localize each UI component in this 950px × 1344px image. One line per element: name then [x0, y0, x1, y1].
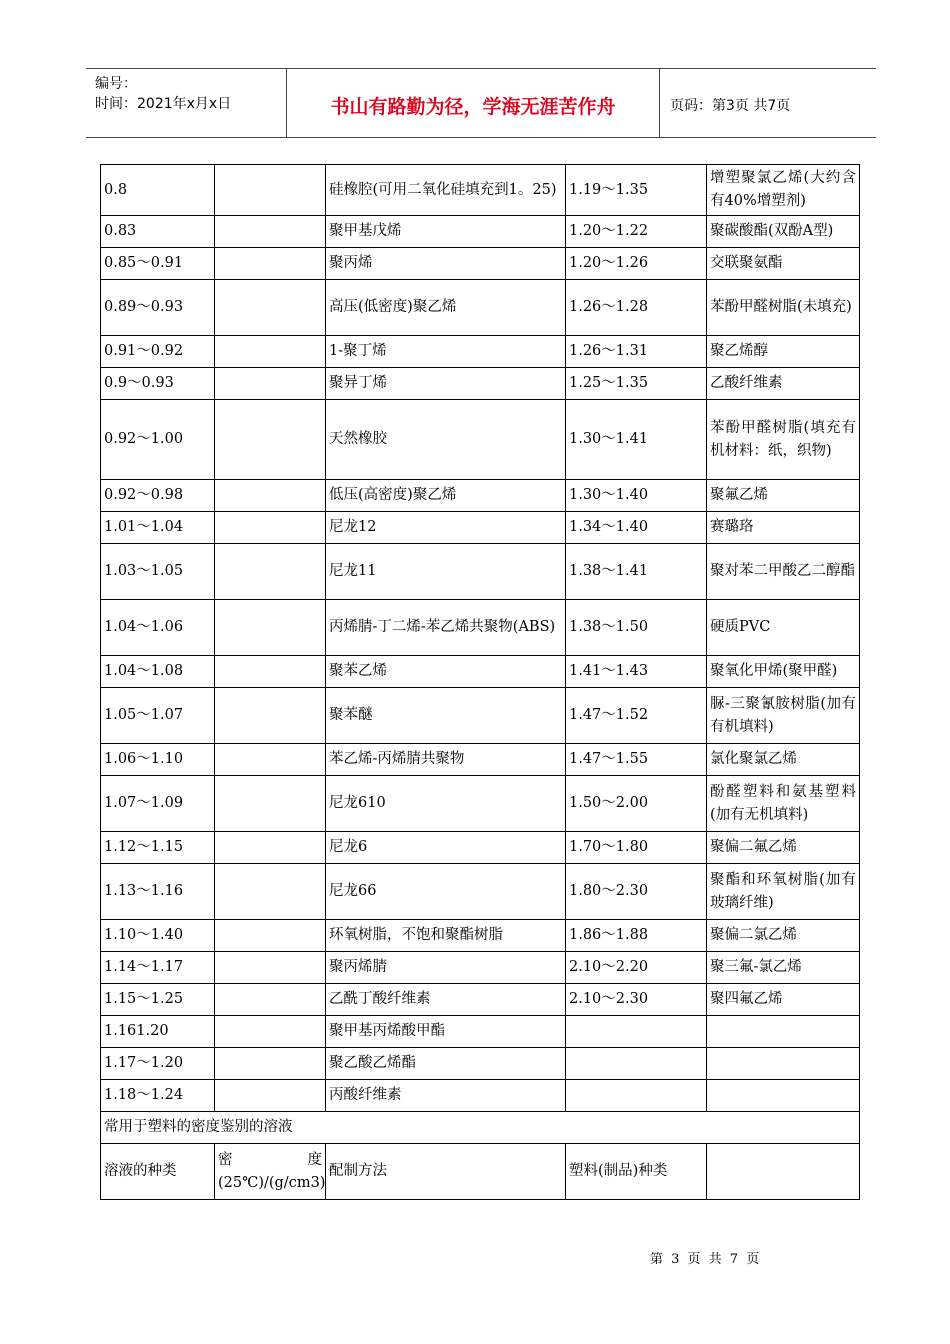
table-cell: 赛璐珞	[707, 512, 860, 544]
table-cell	[707, 1080, 860, 1112]
table-cell: 丙烯腈-丁二烯-苯乙烯共聚物(ABS)	[326, 600, 566, 656]
table-cell: 酚醛塑料和氨基塑料(加有无机填料)	[707, 776, 860, 832]
table-cell: 1.30～1.41	[566, 400, 707, 480]
table-cell: 天然橡胶	[326, 400, 566, 480]
table-row	[101, 336, 860, 368]
table-row	[101, 920, 860, 952]
table-cell: 苯酚甲醛树脂(未填充)	[707, 280, 860, 336]
table-cell: 聚苯乙烯	[326, 656, 566, 688]
table-cell	[566, 1016, 707, 1048]
section-title-row	[101, 1112, 860, 1144]
table-cell: 1-聚丁烯	[326, 336, 566, 368]
table-cell	[215, 776, 326, 832]
table-cell	[215, 864, 326, 920]
table-cell	[215, 688, 326, 744]
table-cell: 聚异丁烯	[326, 368, 566, 400]
table-cell: 聚对苯二甲酸乙二醇酯	[707, 544, 860, 600]
table-cell: 聚偏二氯乙烯	[707, 920, 860, 952]
table-cell: 1.20～1.26	[566, 248, 707, 280]
page-footer: 第 3 页 共 7 页	[650, 1252, 760, 1267]
table-cell: 0.85～0.91	[101, 248, 215, 280]
table-cell: 1.34～1.40	[566, 512, 707, 544]
table-cell: 1.05～1.07	[101, 688, 215, 744]
table-cell: 尼龙6	[326, 832, 566, 864]
table-cell: 增塑聚氯乙烯(大约含有40%增塑剂)	[707, 165, 860, 216]
table-cell: 环氧树脂，不饱和聚酯树脂	[326, 920, 566, 952]
table-cell: 1.15～1.25	[101, 984, 215, 1016]
table-row	[101, 512, 860, 544]
number-label: 编号：	[95, 76, 137, 92]
table-cell	[215, 832, 326, 864]
table-cell	[215, 1016, 326, 1048]
table-cell: 苯酚甲醛树脂(填充有机材料：纸，织物)	[707, 400, 860, 480]
table-cell: 聚氧化甲烯(聚甲醛)	[707, 656, 860, 688]
table-row	[101, 1016, 860, 1048]
table-cell: 1.47～1.55	[566, 744, 707, 776]
table-cell: 1.01～1.04	[101, 512, 215, 544]
table-cell: 1.06～1.10	[101, 744, 215, 776]
table-cell: 2.10～2.30	[566, 984, 707, 1016]
table-cell	[215, 1048, 326, 1080]
table-cell	[215, 544, 326, 600]
page-header	[86, 68, 876, 138]
table-cell: 尼龙610	[326, 776, 566, 832]
table-cell	[215, 248, 326, 280]
table-cell	[566, 1080, 707, 1112]
table-cell: 1.04～1.06	[101, 600, 215, 656]
table-cell: 1.25～1.35	[566, 368, 707, 400]
table-cell: 1.38～1.50	[566, 600, 707, 656]
table-cell	[566, 1048, 707, 1080]
table-cell: 脲-三聚氰胺树脂(加有有机填料)	[707, 688, 860, 744]
table-cell: 0.89～0.93	[101, 280, 215, 336]
table-row	[101, 600, 860, 656]
table-cell: 聚乙烯醇	[707, 336, 860, 368]
table-cell: 丙酸纤维素	[326, 1080, 566, 1112]
time-label: 时间：2021年x月x日	[95, 96, 232, 112]
table-cell	[215, 744, 326, 776]
table-row	[101, 1080, 860, 1112]
table-row	[101, 744, 860, 776]
table-cell	[215, 336, 326, 368]
table-cell	[215, 165, 326, 216]
table-cell: 氯化聚氯乙烯	[707, 744, 860, 776]
table-row	[101, 656, 860, 688]
table-cell: 聚甲基丙烯酸甲酯	[326, 1016, 566, 1048]
table-cell: 1.19～1.35	[566, 165, 707, 216]
table-cell	[215, 984, 326, 1016]
table-cell: 1.86～1.88	[566, 920, 707, 952]
section-title: 常用于塑料的密度鉴别的溶液	[101, 1112, 860, 1144]
table-cell: 1.17～1.20	[101, 1048, 215, 1080]
table-cell: 1.41～1.43	[566, 656, 707, 688]
table-cell: 尼龙66	[326, 864, 566, 920]
table-row	[101, 832, 860, 864]
table-cell	[215, 1080, 326, 1112]
table-cell	[707, 1048, 860, 1080]
table-cell	[215, 952, 326, 984]
table-cell: 聚酯和环氧树脂(加有玻璃纤维)	[707, 864, 860, 920]
table-cell: 1.07～1.09	[101, 776, 215, 832]
header-meta	[86, 69, 287, 137]
table-cell: 1.26～1.31	[566, 336, 707, 368]
table-row	[101, 952, 860, 984]
table-row	[101, 280, 860, 336]
table-row	[101, 480, 860, 512]
table-cell: 苯乙烯-丙烯腈共聚物	[326, 744, 566, 776]
table-cell: 聚丙烯腈	[326, 952, 566, 984]
table-cell: 0.8	[101, 165, 215, 216]
table-cell: 乙酸纤维素	[707, 368, 860, 400]
table-row	[101, 776, 860, 832]
table-cell: 0.91～0.92	[101, 336, 215, 368]
table-cell: 1.14～1.17	[101, 952, 215, 984]
table-cell: 2.10～2.20	[566, 952, 707, 984]
table-cell	[215, 368, 326, 400]
header-page-info: 页码：第3页 共7页	[670, 98, 791, 114]
table-cell: 聚偏二氟乙烯	[707, 832, 860, 864]
table-cell: 聚乙酸乙烯酯	[326, 1048, 566, 1080]
table-cell: 1.12～1.15	[101, 832, 215, 864]
table-row	[101, 368, 860, 400]
solution-header-row	[101, 1144, 860, 1200]
table-row	[101, 864, 860, 920]
table-cell: 1.26～1.28	[566, 280, 707, 336]
table-cell: 1.04～1.08	[101, 656, 215, 688]
table-cell: 硅橡腔(可用二氧化硅填充到1。25)	[326, 165, 566, 216]
table-cell: 聚三氟-氯乙烯	[707, 952, 860, 984]
table-cell: 1.50～2.00	[566, 776, 707, 832]
table-body	[101, 165, 860, 1200]
table-cell	[215, 920, 326, 952]
table-cell	[215, 216, 326, 248]
table-row	[101, 688, 860, 744]
table-row	[101, 400, 860, 480]
table-cell: 1.70～1.80	[566, 832, 707, 864]
table-cell: 1.161.20	[101, 1016, 215, 1048]
table-cell: 0.92～1.00	[101, 400, 215, 480]
table-row	[101, 216, 860, 248]
table-cell: 聚四氟乙烯	[707, 984, 860, 1016]
table-row	[101, 248, 860, 280]
table-cell	[215, 480, 326, 512]
header-cell: 塑料(制品)种类	[566, 1144, 707, 1200]
table-cell	[215, 600, 326, 656]
table-cell: 聚氟乙烯	[707, 480, 860, 512]
table-cell: 1.13～1.16	[101, 864, 215, 920]
table-cell: 0.92～0.98	[101, 480, 215, 512]
table-cell	[215, 400, 326, 480]
table-cell	[215, 512, 326, 544]
table-cell: 交联聚氨酯	[707, 248, 860, 280]
header-cell: 配制方法	[326, 1144, 566, 1200]
table-cell	[215, 656, 326, 688]
table-cell: 1.80～2.30	[566, 864, 707, 920]
table-cell: 0.83	[101, 216, 215, 248]
table-cell: 1.30～1.40	[566, 480, 707, 512]
table-cell: 聚苯醚	[326, 688, 566, 744]
table-cell: 聚甲基戊烯	[326, 216, 566, 248]
table-cell: 1.18～1.24	[101, 1080, 215, 1112]
header-cell: 溶液的种类	[101, 1144, 215, 1200]
table-cell: 低压(高密度)聚乙烯	[326, 480, 566, 512]
table-row	[101, 1048, 860, 1080]
table-cell: 1.38～1.41	[566, 544, 707, 600]
table-cell: 乙酰丁酸纤维素	[326, 984, 566, 1016]
header-cell: 密度(25℃)/(g/cm3)	[215, 1144, 326, 1200]
table-cell	[707, 1016, 860, 1048]
table-cell: 1.03～1.05	[101, 544, 215, 600]
table-cell: 1.47～1.52	[566, 688, 707, 744]
plastic-density-table	[100, 164, 860, 1200]
header-cell	[707, 1144, 860, 1200]
table-cell: 聚碳酸酯(双酚A型)	[707, 216, 860, 248]
table-cell: 尼龙11	[326, 544, 566, 600]
table-cell: 1.10～1.40	[101, 920, 215, 952]
table-row	[101, 544, 860, 600]
table-cell: 聚丙烯	[326, 248, 566, 280]
table-row	[101, 165, 860, 216]
table-cell: 硬质PVC	[707, 600, 860, 656]
table-cell: 高压(低密度)聚乙烯	[326, 280, 566, 336]
table-cell: 0.9～0.93	[101, 368, 215, 400]
table-row	[101, 984, 860, 1016]
table-cell: 尼龙12	[326, 512, 566, 544]
header-motto: 书山有路勤为径，学海无涯苦作舟	[287, 69, 660, 137]
table-cell	[215, 280, 326, 336]
table-cell: 1.20～1.22	[566, 216, 707, 248]
